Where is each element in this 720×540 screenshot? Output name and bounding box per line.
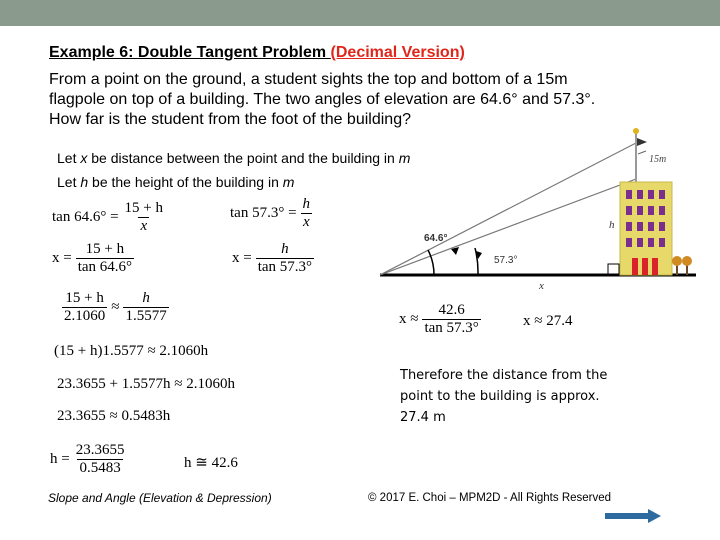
eq5-operator: ≈ <box>111 299 120 315</box>
eq2-fraction <box>301 196 313 231</box>
eq5-left-fraction <box>62 290 107 325</box>
eq9-lhs: h = <box>50 451 70 467</box>
let-h-definition <box>57 174 294 190</box>
problem-line-1: From a point on the ground, a student sights the top and bottom of a 15m <box>49 71 568 88</box>
let-x-suffix: be distance between the point and the building in <box>87 150 399 166</box>
problem-line-2: flagpole on top of a building. The two angles of elevation are 64.6° and 57.3°. <box>49 91 596 108</box>
let-h-suffix: be the height of the building in <box>88 174 283 190</box>
next-slide-arrow-icon[interactable] <box>604 508 662 524</box>
footer-right: © 2017 E. Choi – MPM2D - All Rights Reserved <box>368 492 612 504</box>
eq1-den: x <box>140 218 148 234</box>
label-x: x <box>539 280 544 292</box>
eq4-fraction <box>256 241 314 276</box>
slide-title <box>49 44 465 62</box>
footer-left: Slope and Angle (Elevation & Depression) <box>48 491 272 505</box>
eq2-lhs: tan 57.3° = <box>230 205 297 221</box>
eq11-fraction <box>422 302 480 337</box>
let-x-prefix: Let <box>57 150 81 166</box>
equation-h-fraction <box>50 442 126 477</box>
equation-x-from-64-6 <box>52 241 134 276</box>
label-h: h <box>609 219 615 231</box>
trees <box>672 256 692 275</box>
eq5-num-left: 15 + h <box>65 290 104 306</box>
title-accent: (Decimal Version) <box>330 44 465 61</box>
eq1-num: 15 + h <box>124 200 164 216</box>
eq1-fraction <box>123 200 165 235</box>
eq4-den: tan 57.3° <box>257 259 313 275</box>
eq5-num-right: h <box>142 290 150 306</box>
equation-x-from-57-3 <box>232 241 314 276</box>
top-banner <box>0 0 720 26</box>
eq5-den-left: 2.1060 <box>64 308 106 324</box>
flagpole-finial <box>633 128 639 134</box>
label-angle-57-3: 57.3° <box>494 255 518 266</box>
let-x-definition <box>57 150 410 166</box>
eq3-num: 15 + h <box>85 241 125 257</box>
eq3-fraction <box>76 241 134 276</box>
eq3-lhs: x = <box>52 250 72 266</box>
let-x-unit: m <box>398 150 411 166</box>
problem-line-3: How far is the student from the foot of the building? <box>49 111 411 128</box>
problem-statement <box>49 70 709 130</box>
eq9-num: 23.3655 <box>75 442 125 458</box>
equation-tan-57-3 <box>230 196 312 231</box>
eq4-num: h <box>281 241 289 257</box>
equation-x-solve <box>399 302 481 337</box>
conclusion-text: Therefore the distance from the point to the building is approx. 27.4 m <box>400 368 608 425</box>
label-flag: 15m <box>649 154 667 165</box>
flag-label-pointer <box>638 151 646 154</box>
right-angle-marker <box>608 264 619 275</box>
angle-arc-64-6 <box>428 250 434 275</box>
equation-cross-multiply: (15 + h)1.5577 ≈ 2.1060h <box>54 343 209 359</box>
eq2-num: h <box>302 196 311 212</box>
equation-x-result: x ≈ 27.4 <box>523 313 573 329</box>
eq11-lhs: x ≈ <box>399 311 419 327</box>
equation-proportion <box>62 290 169 325</box>
building-doors <box>632 258 658 275</box>
let-h-unit: m <box>282 174 295 190</box>
eq11-den: tan 57.3° <box>424 320 479 336</box>
equation-collect: 23.3655 ≈ 0.5483h <box>57 408 171 424</box>
eq2-den: x <box>302 214 310 230</box>
eq9-den: 0.5483 <box>79 460 121 476</box>
eq3-den: tan 64.6° <box>77 259 133 275</box>
let-h-var: h <box>80 174 89 190</box>
eq4-lhs: x = <box>232 250 252 266</box>
eq11-num: 42.6 <box>438 302 465 318</box>
label-angle-64-6: 64.6° <box>424 233 448 244</box>
eq5-den-right: 1.5577 <box>125 308 167 324</box>
equation-tan-64-6 <box>52 200 165 235</box>
let-h-prefix: Let <box>57 174 81 190</box>
flag <box>637 138 647 146</box>
building-diagram <box>376 122 706 292</box>
equation-expand: 23.3655 + 1.5577h ≈ 2.1060h <box>57 376 235 392</box>
eq1-lhs: tan 64.6° = <box>52 209 119 225</box>
eq9-fraction <box>74 442 127 477</box>
title-main: Example 6: Double Tangent Problem <box>49 44 331 61</box>
eq5-right-fraction <box>123 290 168 325</box>
equation-h-result: h ≅ 42.6 <box>184 455 238 471</box>
let-x-var: x <box>80 150 88 166</box>
